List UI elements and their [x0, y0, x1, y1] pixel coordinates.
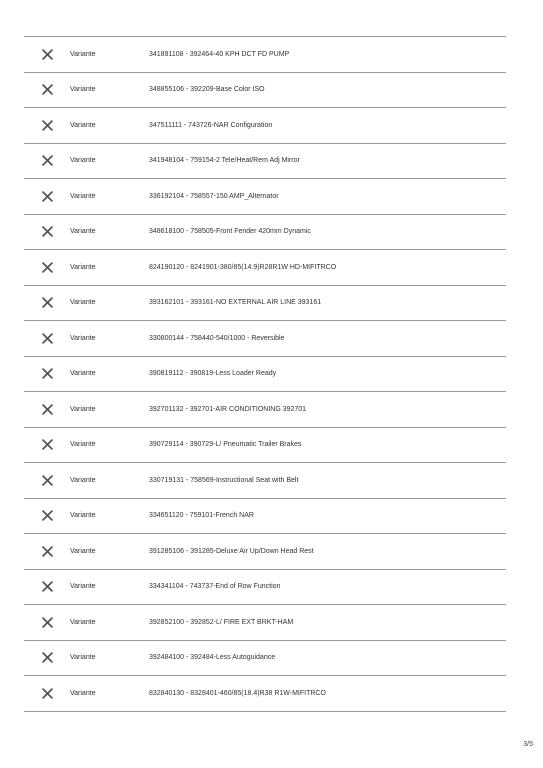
row-description: 334341104 - 743737-End of Row Function: [149, 583, 281, 591]
table-row: [24, 108, 506, 144]
table-row: [24, 428, 506, 464]
row-type: Variante: [70, 50, 96, 58]
table-row: [24, 463, 506, 499]
remove-button[interactable]: [24, 226, 70, 237]
remove-button[interactable]: [24, 581, 70, 592]
close-icon: [42, 688, 53, 699]
close-icon: [42, 226, 53, 237]
table-row: [24, 250, 506, 286]
table-row: [24, 499, 506, 535]
row-type: Variante: [70, 583, 96, 591]
row-type: Variante: [70, 370, 96, 378]
row-description: 392701132 - 392701-AIR CONDITIONING 392701: [149, 405, 307, 413]
row-description: 390729114 - 390729-L/ Pneumatic Trailer Brakes: [149, 441, 302, 449]
row-description: 392484100 - 392484-Less Autoguidance: [149, 654, 276, 662]
row-type: Variante: [70, 689, 96, 697]
row-description: 392852100 - 392852-L/ FIRE EXT BRKT-HAM: [149, 618, 294, 626]
row-type: Variante: [70, 334, 96, 342]
close-icon: [42, 617, 53, 628]
remove-button[interactable]: [24, 688, 70, 699]
remove-button[interactable]: [24, 191, 70, 202]
remove-button[interactable]: [24, 120, 70, 131]
table-row: [24, 37, 506, 73]
table-row: [24, 286, 506, 322]
row-type: Variante: [70, 157, 96, 165]
table-row: [24, 357, 506, 393]
table-row: [24, 534, 506, 570]
remove-button[interactable]: [24, 155, 70, 166]
close-icon: [42, 262, 53, 273]
row-type: Variante: [70, 121, 96, 129]
row-description: 341891108 - 392464-40 KPH DCT FD PUMP: [149, 50, 290, 58]
row-description: 334651120 - 759101-French NAR: [149, 512, 254, 520]
variants-table: [24, 36, 506, 712]
row-description: 390819112 - 390819-Less Loader Ready: [149, 370, 277, 378]
remove-button[interactable]: [24, 439, 70, 450]
remove-button[interactable]: [24, 404, 70, 415]
remove-button[interactable]: [24, 49, 70, 60]
close-icon: [42, 333, 53, 344]
remove-button[interactable]: [24, 262, 70, 273]
close-icon: [42, 368, 53, 379]
row-type: Variante: [70, 441, 96, 449]
close-icon: [42, 581, 53, 592]
row-description: 348618100 - 758505-Front Fender 420mm Dynamic: [149, 228, 311, 236]
row-description: 330719131 - 758569-Instructional Seat with Belt: [149, 476, 299, 484]
remove-button[interactable]: [24, 546, 70, 557]
table-row: [24, 605, 506, 641]
row-type: Variante: [70, 547, 96, 555]
row-type: Variante: [70, 618, 96, 626]
table-row: [24, 570, 506, 606]
row-description: 832840130 - 8328401-460/85(18.4)R38 R1W-MIFITRCO: [149, 689, 326, 697]
table-row: [24, 392, 506, 428]
close-icon: [42, 84, 53, 95]
row-description: 393162101 - 393161-NO EXTERNAL AIR LINE 393161: [149, 299, 322, 307]
remove-button[interactable]: [24, 84, 70, 95]
close-icon: [42, 49, 53, 60]
row-description: 341948104 - 759154-2 Tele/Heat/Rem Adj Mirror: [149, 157, 300, 165]
close-icon: [42, 120, 53, 131]
row-description: 347511111 - 743726-NAR Configuration: [149, 121, 273, 129]
remove-button[interactable]: [24, 510, 70, 521]
table-row: [24, 144, 506, 180]
row-description: 391285106 - 391285-Deluxe Air Up/Down Head Rest: [149, 547, 314, 555]
close-icon: [42, 510, 53, 521]
remove-button[interactable]: [24, 333, 70, 344]
row-type: Variante: [70, 228, 96, 236]
remove-button[interactable]: [24, 652, 70, 663]
row-description: 824190120 - 8241901-380/85(14.9)R28R1W HD-MIFITRCO: [149, 263, 337, 271]
row-description: 336192104 - 758557-150 AMP_Alternator: [149, 192, 279, 200]
remove-button[interactable]: [24, 368, 70, 379]
row-type: Variante: [70, 512, 96, 520]
close-icon: [42, 546, 53, 557]
row-description: 330800144 - 758440-540/1000 - Reversible: [149, 334, 285, 342]
close-icon: [42, 439, 53, 450]
table-row: [24, 676, 506, 712]
table-row: [24, 179, 506, 215]
table-row: [24, 73, 506, 109]
close-icon: [42, 191, 53, 202]
close-icon: [42, 297, 53, 308]
row-type: Variante: [70, 299, 96, 307]
row-type: Variante: [70, 654, 96, 662]
row-description: 348855106 - 392209-Base Color ISO: [149, 86, 265, 94]
remove-button[interactable]: [24, 617, 70, 628]
remove-button[interactable]: [24, 475, 70, 486]
table-row: [24, 321, 506, 357]
row-type: Variante: [70, 86, 96, 94]
page-number: 3/5: [523, 741, 533, 748]
close-icon: [42, 155, 53, 166]
table-row: [24, 641, 506, 677]
row-type: Variante: [70, 405, 96, 413]
row-type: Variante: [70, 476, 96, 484]
remove-button[interactable]: [24, 297, 70, 308]
row-type: Variante: [70, 263, 96, 271]
row-type: Variante: [70, 192, 96, 200]
close-icon: [42, 475, 53, 486]
close-icon: [42, 652, 53, 663]
table-row: [24, 215, 506, 251]
close-icon: [42, 404, 53, 415]
